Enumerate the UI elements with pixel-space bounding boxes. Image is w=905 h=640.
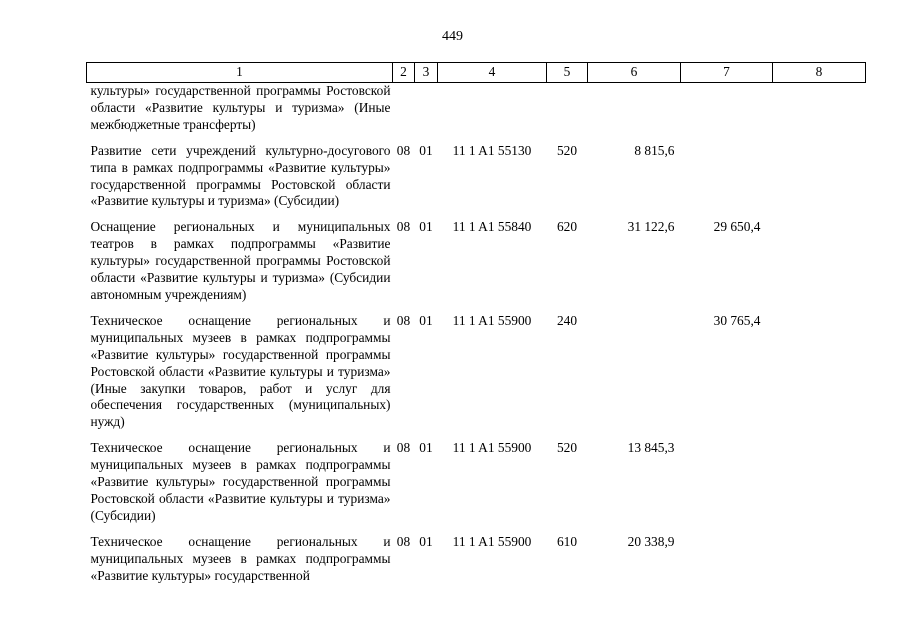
- row-spacer: [87, 210, 866, 219]
- row-amount-col6: 13 845,3: [627, 440, 675, 456]
- row-amount-col7: [681, 83, 773, 134]
- row-subsection: 01: [419, 440, 433, 456]
- table-row: [87, 143, 866, 211]
- row-amount-col8: [773, 534, 866, 585]
- row-description: Оснащение региональных и муниципальных театров в рамках подпрограммы «Развитие культуры» государственной программы Ростовской области «Развитие культуры и туризма» (Субсидии автономным учреждениям): [90, 219, 391, 302]
- row-amount-col8: [773, 313, 866, 431]
- row-description: Техническое оснащение региональных и муниципальных музеев в рамках подпрограммы «Развитие культуры» государственной программы Ростовской области «Развитие культуры и туризма» (Иные закупки товаров, работ и услуг для обеспечения государственных (муниципальных) нужд): [90, 312, 391, 430]
- row-target-code: 11 1 A1 55840: [452, 219, 532, 235]
- row-amount-col7: [681, 534, 773, 585]
- row-expense-type: 610: [556, 533, 578, 549]
- row-spacer: [87, 431, 866, 440]
- row-subsection: 01: [419, 219, 433, 235]
- row-spacer-cell: [87, 210, 866, 219]
- row-amount-col7: 30 765,4: [713, 312, 761, 328]
- row-expense-type: 240: [556, 312, 578, 328]
- row-description: культуры» государственной программы Ростовской области «Развитие культуры и туризма» (Иные межбюджетные трансферты): [90, 83, 391, 132]
- row-amount-col6: 31 122,6: [627, 219, 675, 235]
- table-row: [87, 440, 866, 525]
- row-target-code: 11 1 A1 55900: [452, 533, 532, 549]
- row-amount-col6: 20 338,9: [627, 533, 675, 549]
- row-amount-col8: [773, 143, 866, 211]
- row-expense-type: 520: [556, 440, 578, 456]
- row-amount-col8: [773, 83, 866, 134]
- row-amount-col6: [588, 83, 681, 134]
- row-amount-col8: [773, 440, 866, 525]
- column-header-1: 1: [87, 63, 393, 83]
- row-amount-col7: [681, 143, 773, 211]
- header-row: [87, 63, 866, 83]
- table-row: [87, 219, 866, 304]
- row-section: 08: [396, 219, 411, 235]
- row-section: 08: [396, 440, 411, 456]
- row-expense-type: 520: [556, 142, 578, 158]
- row-target-code: 11 1 A1 55900: [452, 312, 532, 328]
- column-header-8: 8: [773, 63, 866, 83]
- row-spacer: [87, 525, 866, 534]
- table-row: [87, 313, 866, 431]
- row-spacer-cell: [87, 134, 866, 143]
- column-header-3: 3: [415, 63, 438, 83]
- row-subsection: 01: [419, 142, 433, 158]
- row-description: Развитие сети учреждений культурно-досугового типа в рамках подпрограммы «Развитие культуры» государственной программы Ростовской области «Развитие культуры и туризма» (Субсидии): [90, 142, 391, 209]
- row-section: [393, 83, 415, 134]
- row-subsection: 01: [419, 312, 433, 328]
- row-amount-col6: 8 815,6: [634, 142, 675, 158]
- row-subsection: [415, 83, 438, 134]
- row-spacer-cell: [87, 304, 866, 313]
- row-description: Техническое оснащение региональных и муниципальных музеев в рамках подпрограммы «Развитие культуры» государственной программы Ростовской области «Развитие культуры и туризма» (Субсидии): [90, 440, 391, 523]
- column-header-6: 6: [588, 63, 681, 83]
- row-expense-type: 620: [556, 219, 578, 235]
- row-spacer-cell: [87, 431, 866, 440]
- row-section: 08: [396, 533, 411, 549]
- row-target-code: [438, 83, 547, 134]
- row-amount-col8: [773, 219, 866, 304]
- row-section: 08: [396, 312, 411, 328]
- row-target-code: 11 1 A1 55130: [452, 142, 532, 158]
- row-spacer-cell: [87, 525, 866, 534]
- row-expense-type: [547, 83, 588, 134]
- row-spacer: [87, 304, 866, 313]
- column-header-5: 5: [547, 63, 588, 83]
- column-header-2: 2: [393, 63, 415, 83]
- page-number: 449: [442, 29, 463, 44]
- row-amount-col7: [681, 440, 773, 525]
- table-row: [87, 83, 866, 134]
- row-spacer: [87, 134, 866, 143]
- row-section: 08: [396, 142, 411, 158]
- row-target-code: 11 1 A1 55900: [452, 440, 532, 456]
- budget-table: [86, 62, 866, 584]
- table-row: [87, 534, 866, 585]
- column-header-7: 7: [681, 63, 773, 83]
- row-amount-col7: 29 650,4: [713, 219, 761, 235]
- column-header-4: 4: [438, 63, 547, 83]
- row-description: Техническое оснащение региональных и муниципальных музеев в рамках подпрограммы «Развитие культуры» государственной: [90, 533, 391, 583]
- row-subsection: 01: [419, 533, 433, 549]
- row-amount-col6: [588, 313, 681, 431]
